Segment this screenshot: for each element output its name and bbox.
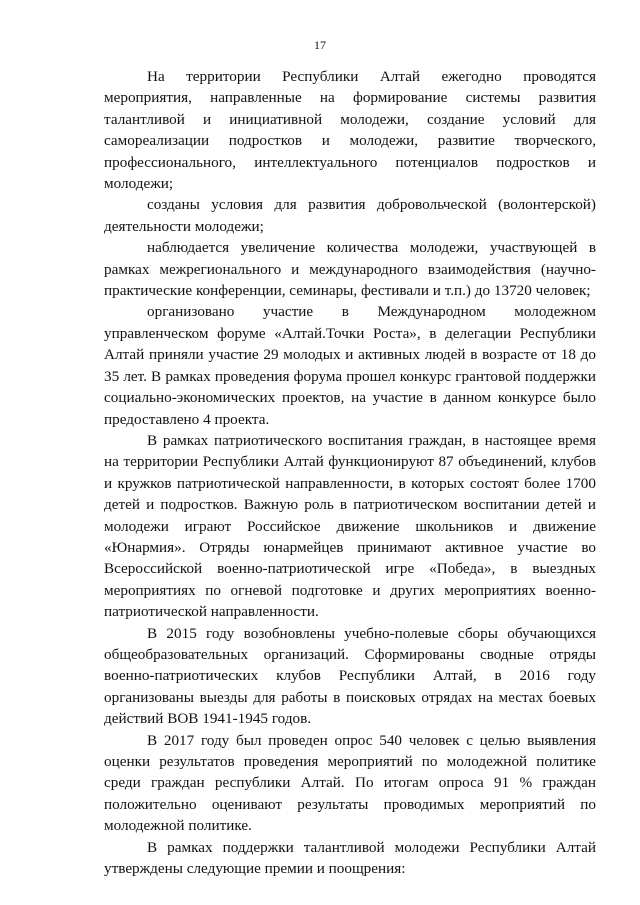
- paragraph: созданы условия для развития добровольческой (волонтерской) деятельности молодежи;: [104, 196, 596, 235]
- page-number: 17: [314, 38, 326, 52]
- paragraph: В рамках патриотического воспитания граждан, в настоящее время на территории Республики Алтай функционируют 87 объединений, клубов и кружков патриотической направленности, в которых состоят более 1700 детей и подростков. Важную роль в патриотическом воспитании детей и молодежи играют Российское движение школьников и движение «Юнармия». Отряды юнармейцев принимают активное участие во Всероссийской военно-патриотической игре «Победа», в выездных мероприятиях по огневой подготовке и других мероприятиях военно-патриотической направленности.: [104, 431, 596, 621]
- paragraph: организовано участие в Международном молодежном управленческом форуме «Алтай.Точки Роста», в делегации Республики Алтай приняли участие 29 молодых и активных людей в возрасте от 18 до 35 лет. В рамках проведения форума прошел конкурс грантовой поддержки социально-экономических проектов, на участие в данном конкурсе было предоставлено 4 проекта.: [104, 303, 596, 428]
- paragraph: В 2017 году был проведен опрос 540 человек с целью выявления оценки результатов проведения мероприятий по молодежной политике среди граждан республики Алтай. По итогам опроса 91 % граждан положительно оценивают результаты проводимых мероприятий по молодежной политике.: [104, 731, 596, 835]
- paragraph: На территории Республики Алтай ежегодно проводятся мероприятия, направленные на формирование системы развития талантливой и инициативной молодежи, создание условий для самореализации подростков и молодежи, развитие творческого, профессионального, интеллектуального потенциалов подростков и молодежи;: [104, 68, 596, 193]
- document-body: [104, 66, 596, 879]
- paragraph: В рамках поддержки талантливой молодежи Республики Алтай утверждены следующие премии и поощрения:: [104, 838, 596, 878]
- paragraph: наблюдается увеличение количества молодежи, участвующей в рамках межрегионального и международного взаимодействия (научно-практические конференции, семинары, фестивали и т.п.) до 13720 человек;: [104, 239, 596, 300]
- paragraph: В 2015 году возобновлены учебно-полевые сборы обучающихся общеобразовательных организаций. Сформированы сводные отряды военно-патриотических клубов Республики Алтай, в 2016 году организованы выезды для работы в поисковых отрядах на местах боевых действий ВОВ 1941-1945 годов.: [104, 624, 596, 728]
